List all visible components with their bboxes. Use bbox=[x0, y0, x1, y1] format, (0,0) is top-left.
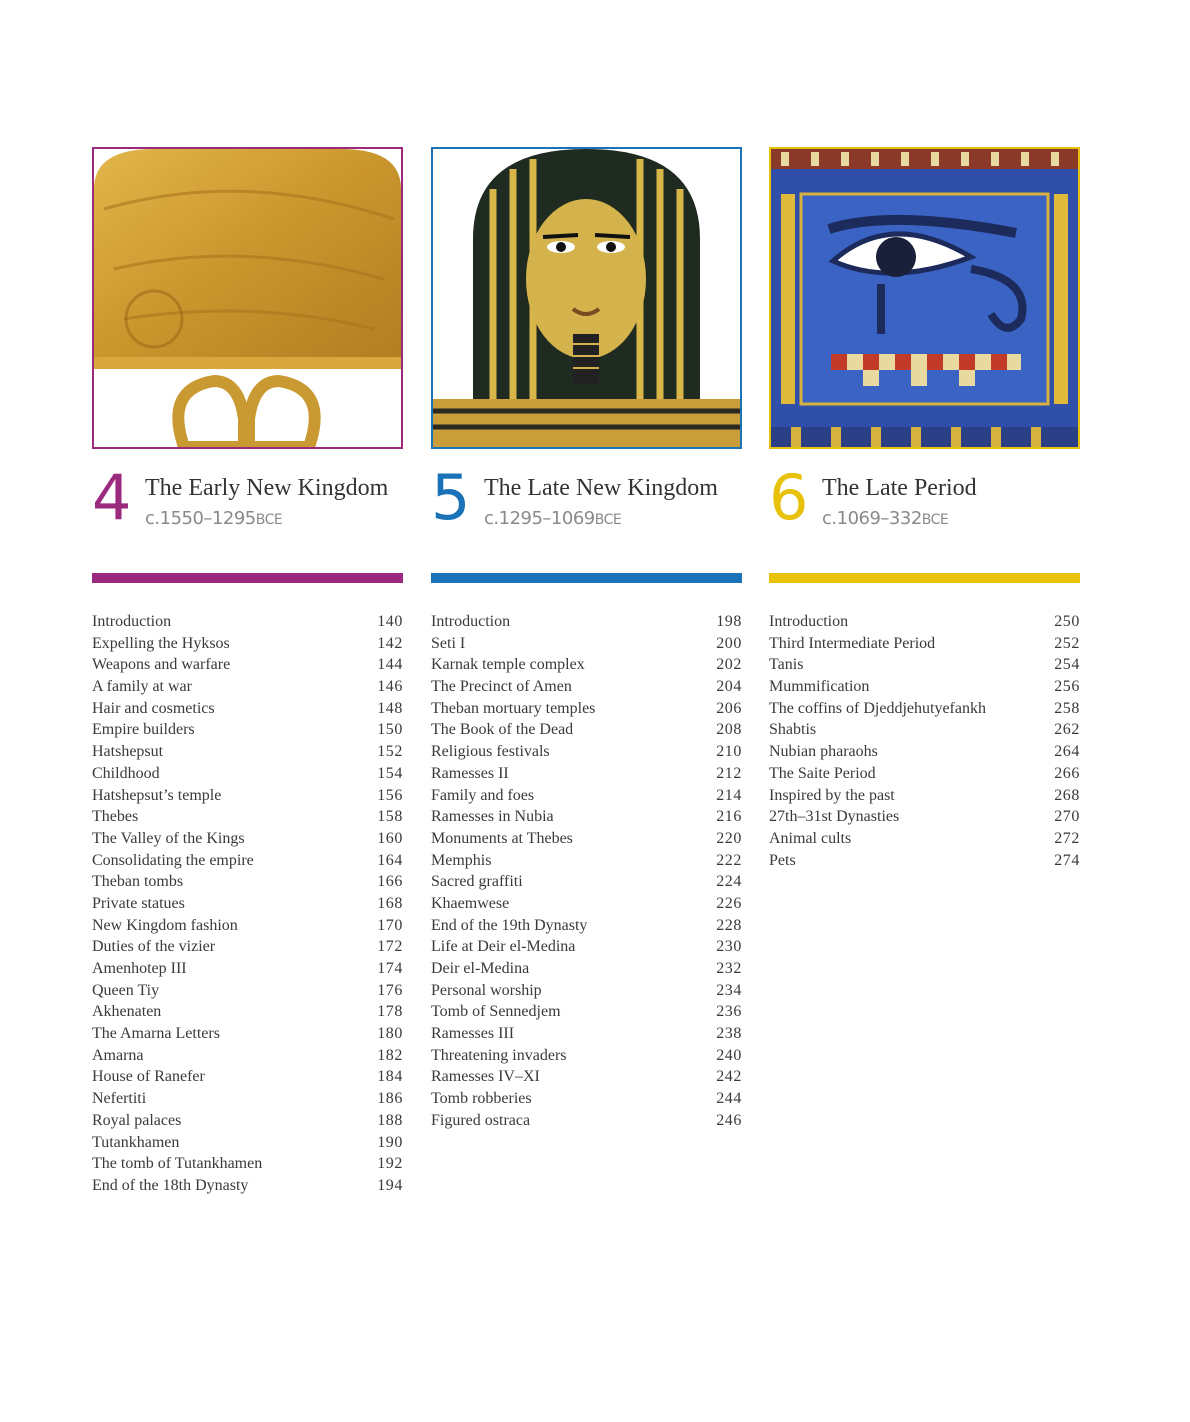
toc-entry-title: House of Ranefer bbox=[92, 1068, 205, 1086]
toc-entry-title: Figured ostraca bbox=[431, 1111, 531, 1129]
toc-entry-page: 244 bbox=[716, 1090, 742, 1108]
toc-entry[interactable] bbox=[92, 915, 403, 937]
toc-entry-title: End of the 19th Dynasty bbox=[431, 916, 588, 934]
toc-entry-title: Ramesses IV–XI bbox=[431, 1068, 540, 1086]
toc-entry[interactable] bbox=[431, 741, 742, 763]
toc-entry-title: Queen Tiy bbox=[92, 981, 160, 999]
toc-entry-page: 142 bbox=[377, 634, 403, 652]
toc-entry-page: 192 bbox=[377, 1155, 403, 1173]
toc-entry-page: 210 bbox=[716, 743, 742, 761]
toc-entry-title: Deir el-Medina bbox=[431, 960, 530, 977]
toc-entry-page: 186 bbox=[377, 1090, 403, 1108]
toc-entry-page: 206 bbox=[716, 699, 742, 717]
era-label: BCE bbox=[255, 512, 283, 528]
toc-entry-title: Seti I bbox=[431, 634, 466, 652]
toc-entry[interactable] bbox=[431, 633, 742, 655]
toc-entry[interactable] bbox=[431, 980, 742, 1002]
toc-entry-page: 168 bbox=[377, 894, 403, 912]
coffin-mask-image bbox=[431, 147, 742, 449]
toc-entry-title: A family at war bbox=[92, 678, 192, 696]
toc-entry[interactable] bbox=[92, 1001, 403, 1023]
toc-entry-title: Empire builders bbox=[92, 721, 195, 739]
toc-entry[interactable] bbox=[92, 806, 403, 828]
chapter-number: 5 bbox=[431, 461, 471, 534]
toc-entry-page: 160 bbox=[377, 829, 403, 847]
toc-entry-title: Introduction bbox=[769, 613, 849, 630]
toc-entry[interactable] bbox=[431, 676, 742, 698]
toc-entry-title: Hatshepsut bbox=[92, 743, 164, 761]
toc-entry-page: 174 bbox=[377, 960, 403, 977]
toc-entry-page: 166 bbox=[377, 873, 403, 891]
toc-entry[interactable] bbox=[769, 741, 1080, 763]
toc-entry-page: 154 bbox=[377, 764, 403, 782]
toc-entry-title: Introduction bbox=[92, 613, 172, 630]
toc-entry-page: 250 bbox=[1054, 613, 1080, 630]
toc-entry-title: Life at Deir el-Medina bbox=[431, 938, 576, 956]
toc-entry-title: Memphis bbox=[431, 851, 492, 869]
toc-entry-page: 214 bbox=[716, 786, 742, 804]
toc-entry-page: 144 bbox=[377, 656, 403, 674]
toc-entry-title: Hair and cosmetics bbox=[92, 699, 215, 717]
toc-entry-page: 228 bbox=[716, 916, 742, 934]
chapter-title: The Early New Kingdom bbox=[145, 475, 389, 501]
toc-entry-title: Weapons and warfare bbox=[92, 656, 231, 674]
toc-entry[interactable] bbox=[92, 828, 403, 850]
toc-entry[interactable] bbox=[92, 719, 403, 741]
toc-entry[interactable] bbox=[92, 611, 403, 633]
date-range: c.1550–1295 bbox=[145, 508, 256, 529]
toc-entry[interactable] bbox=[769, 763, 1080, 785]
toc-entry[interactable] bbox=[92, 980, 403, 1002]
toc-entry[interactable] bbox=[431, 698, 742, 720]
toc-entry-page: 140 bbox=[377, 613, 403, 630]
toc-entry-title: Royal palaces bbox=[92, 1111, 182, 1129]
toc-entry-title: Theban tombs bbox=[92, 873, 184, 891]
toc-entry-page: 252 bbox=[1054, 634, 1080, 652]
toc-entry-title: Personal worship bbox=[431, 981, 542, 999]
toc-entry[interactable] bbox=[769, 633, 1080, 655]
chapter-heading bbox=[769, 461, 1080, 539]
chapter-color-rule bbox=[92, 573, 403, 583]
toc-entry[interactable] bbox=[769, 828, 1080, 850]
toc-entry-title: Shabtis bbox=[769, 721, 817, 739]
toc-entry-title: Tutankhamen bbox=[92, 1133, 180, 1151]
toc-entry[interactable] bbox=[92, 1110, 403, 1132]
toc-entry-title: The coffins of Djeddjehutyefankh bbox=[769, 699, 986, 717]
toc-entry-title: Duties of the vizier bbox=[92, 938, 216, 956]
toc-entry-page: 222 bbox=[716, 851, 742, 869]
toc-entry[interactable] bbox=[92, 871, 403, 893]
toc-entry-page: 242 bbox=[716, 1068, 742, 1086]
toc-entry-page: 200 bbox=[716, 634, 742, 652]
toc-entry-page: 274 bbox=[1054, 851, 1080, 869]
toc-entry[interactable] bbox=[92, 633, 403, 655]
toc-entry-title: Third Intermediate Period bbox=[769, 634, 936, 652]
toc-entry-page: 246 bbox=[716, 1111, 742, 1129]
toc-entry-title: The Valley of the Kings bbox=[92, 829, 245, 847]
toc-entry-title: Tanis bbox=[769, 656, 804, 674]
toc-entry[interactable] bbox=[431, 1066, 742, 1088]
toc-entry-page: 254 bbox=[1054, 656, 1080, 674]
toc-entry-page: 198 bbox=[716, 613, 742, 630]
toc-entry-page: 208 bbox=[716, 721, 742, 739]
toc-entry-title: Amarna bbox=[92, 1046, 144, 1064]
toc-entry-page: 202 bbox=[716, 656, 742, 674]
chapter-color-rule bbox=[769, 573, 1080, 583]
toc-entry[interactable] bbox=[431, 806, 742, 828]
toc-entry[interactable] bbox=[92, 958, 403, 980]
toc-entry-title: Religious festivals bbox=[431, 743, 550, 761]
toc-entry-title: Karnak temple complex bbox=[431, 656, 585, 674]
toc-entry-page: 264 bbox=[1054, 743, 1080, 761]
toc-entry-title: Hatshepsut’s temple bbox=[92, 786, 222, 804]
toc-entry[interactable] bbox=[92, 1045, 403, 1067]
date-range: c.1295–1069 bbox=[484, 508, 595, 529]
toc-entry-page: 150 bbox=[377, 721, 403, 739]
toc-entry[interactable] bbox=[431, 1023, 742, 1045]
toc-entry[interactable] bbox=[92, 654, 403, 676]
toc-entry-page: 178 bbox=[377, 1003, 403, 1021]
toc-entry[interactable] bbox=[431, 1045, 742, 1067]
toc-entry-title: The Precinct of Amen bbox=[431, 678, 572, 696]
chapter-dates bbox=[484, 508, 621, 529]
toc-entry-title: Ramesses in Nubia bbox=[431, 808, 554, 826]
toc-entry-title: Khaemwese bbox=[431, 894, 510, 912]
toc-entry-page: 156 bbox=[377, 786, 403, 804]
toc-entry-page: 262 bbox=[1054, 721, 1080, 739]
toc-entry-page: 180 bbox=[377, 1025, 403, 1043]
toc-entry-page: 158 bbox=[377, 808, 403, 826]
toc-entry[interactable] bbox=[769, 719, 1080, 741]
toc-entry[interactable] bbox=[431, 958, 742, 980]
toc-entry[interactable] bbox=[431, 719, 742, 741]
toc-entry[interactable] bbox=[769, 611, 1080, 633]
toc-entry-page: 226 bbox=[716, 894, 742, 912]
toc-entry[interactable] bbox=[431, 654, 742, 676]
toc-entry-title: Nubian pharaohs bbox=[769, 743, 878, 761]
toc-entry-title: Threatening invaders bbox=[431, 1046, 567, 1064]
toc-entry[interactable] bbox=[431, 1088, 742, 1110]
toc-list bbox=[431, 611, 742, 1132]
toc-entry[interactable] bbox=[769, 806, 1080, 828]
toc-entry[interactable] bbox=[92, 1023, 403, 1045]
toc-entry[interactable] bbox=[92, 698, 403, 720]
toc-entry-page: 266 bbox=[1054, 764, 1080, 782]
toc-entry-title: Ramesses II bbox=[431, 764, 509, 782]
toc-entry-page: 270 bbox=[1054, 808, 1080, 826]
toc-entry-title: Animal cults bbox=[769, 829, 852, 847]
toc-entry[interactable] bbox=[431, 611, 742, 633]
toc-entry-title: End of the 18th Dynasty bbox=[92, 1176, 249, 1194]
toc-entry-page: 232 bbox=[716, 960, 742, 977]
toc-entry[interactable] bbox=[769, 654, 1080, 676]
toc-entry-title: The Book of the Dead bbox=[431, 721, 574, 739]
toc-entry-title: Monuments at Thebes bbox=[431, 829, 573, 847]
chapter-heading bbox=[92, 461, 403, 539]
toc-entry[interactable] bbox=[431, 785, 742, 807]
toc-entry-page: 256 bbox=[1054, 678, 1080, 696]
toc-entry[interactable] bbox=[92, 1132, 403, 1154]
toc-entry[interactable] bbox=[92, 785, 403, 807]
toc-entry-title: Thebes bbox=[92, 808, 139, 826]
toc-entry-title: The tomb of Tutankhamen bbox=[92, 1155, 263, 1173]
toc-entry-title: Private statues bbox=[92, 894, 185, 912]
toc-entry-page: 194 bbox=[377, 1176, 403, 1194]
toc-entry-page: 238 bbox=[716, 1025, 742, 1043]
toc-entry-page: 258 bbox=[1054, 699, 1080, 717]
toc-entry-title: Expelling the Hyksos bbox=[92, 634, 230, 652]
toc-entry-page: 152 bbox=[377, 743, 403, 761]
toc-entry[interactable] bbox=[769, 676, 1080, 698]
toc-entry[interactable] bbox=[92, 1066, 403, 1088]
toc-entry[interactable] bbox=[431, 1001, 742, 1023]
toc-entry-title: Consolidating the empire bbox=[92, 851, 254, 869]
era-label: BCE bbox=[594, 512, 622, 528]
toc-entry[interactable] bbox=[769, 785, 1080, 807]
toc-entry[interactable] bbox=[92, 763, 403, 785]
toc-entry-page: 220 bbox=[716, 829, 742, 847]
toc-entry-title: Sacred graffiti bbox=[431, 873, 523, 891]
toc-entry[interactable] bbox=[431, 915, 742, 937]
toc-entry-page: 184 bbox=[377, 1068, 403, 1086]
toc-entry-page: 224 bbox=[716, 873, 742, 891]
toc-entry-title: Family and foes bbox=[431, 786, 535, 804]
toc-entry-page: 148 bbox=[377, 699, 403, 717]
toc-entry-title: Pets bbox=[769, 851, 796, 869]
toc-entry[interactable] bbox=[431, 828, 742, 850]
toc-entry-page: 188 bbox=[377, 1111, 403, 1129]
chapter-number: 6 bbox=[769, 461, 809, 534]
era-label: BCE bbox=[921, 512, 949, 528]
toc-entry[interactable] bbox=[92, 936, 403, 958]
toc-entry-title: Ramesses III bbox=[431, 1025, 515, 1043]
toc-entry-title: The Amarna Letters bbox=[92, 1025, 220, 1043]
toc-entry-title: Childhood bbox=[92, 764, 160, 782]
toc-entry-title: Tomb of Sennedjem bbox=[431, 1003, 561, 1021]
chapter-title: The Late New Kingdom bbox=[484, 475, 718, 501]
chapter-heading bbox=[431, 461, 742, 539]
toc-entry[interactable] bbox=[92, 1153, 403, 1175]
toc-entry-page: 172 bbox=[377, 938, 403, 956]
toc-entry-title: Mummification bbox=[769, 678, 870, 696]
toc-entry-title: Inspired by the past bbox=[769, 786, 895, 804]
gold-fan-relief-image bbox=[92, 147, 403, 449]
toc-entry-title: Amenhotep III bbox=[92, 960, 187, 977]
toc-entry-title: Akhenaten bbox=[92, 1003, 162, 1021]
toc-entry-page: 176 bbox=[377, 981, 403, 999]
toc-entry-title: 27th–31st Dynasties bbox=[769, 808, 900, 826]
toc-entry[interactable] bbox=[92, 893, 403, 915]
toc-entry-page: 240 bbox=[716, 1046, 742, 1064]
toc-entry-title: The Saite Period bbox=[769, 764, 876, 782]
toc-entry-page: 164 bbox=[377, 851, 403, 869]
chapter-dates bbox=[822, 508, 948, 529]
toc-entry[interactable] bbox=[769, 698, 1080, 720]
toc-entry-title: Introduction bbox=[431, 613, 511, 630]
toc-entry[interactable] bbox=[431, 1110, 742, 1132]
toc-entry[interactable] bbox=[92, 676, 403, 698]
toc-entry-title: Tomb robberies bbox=[431, 1090, 532, 1108]
chapter-number: 4 bbox=[92, 461, 132, 534]
toc-entry-page: 236 bbox=[716, 1003, 742, 1021]
toc-entry[interactable] bbox=[769, 850, 1080, 872]
toc-entry-page: 204 bbox=[716, 678, 742, 696]
date-range: c.1069–332 bbox=[822, 508, 922, 529]
eye-of-horus-image bbox=[769, 147, 1080, 449]
toc-entry-page: 146 bbox=[377, 678, 403, 696]
toc-entry-page: 212 bbox=[716, 764, 742, 782]
toc-entry[interactable] bbox=[431, 850, 742, 872]
chapter-title: The Late Period bbox=[822, 475, 977, 501]
toc-entry[interactable] bbox=[431, 871, 742, 893]
toc-entry-page: 234 bbox=[716, 981, 742, 999]
chapter-column-5 bbox=[431, 147, 742, 1129]
toc-entry-title: Theban mortuary temples bbox=[431, 699, 596, 717]
chapter-column-4 bbox=[92, 147, 403, 1194]
toc-list bbox=[769, 611, 1080, 871]
chapter-color-rule bbox=[431, 573, 742, 583]
toc-entry-page: 190 bbox=[377, 1133, 403, 1151]
toc-entry-page: 268 bbox=[1054, 786, 1080, 804]
toc-entry[interactable] bbox=[92, 850, 403, 872]
chapter-column-6 bbox=[769, 147, 1080, 869]
toc-entry[interactable] bbox=[431, 936, 742, 958]
toc-entry[interactable] bbox=[92, 1088, 403, 1110]
toc-entry-page: 170 bbox=[377, 916, 403, 934]
chapter-dates bbox=[145, 508, 282, 529]
toc-entry-title: New Kingdom fashion bbox=[92, 916, 238, 934]
toc-entry-page: 230 bbox=[716, 938, 742, 956]
toc-entry[interactable] bbox=[431, 763, 742, 785]
toc-entry-page: 182 bbox=[377, 1046, 403, 1064]
toc-entry-title: Nefertiti bbox=[92, 1090, 147, 1108]
toc-entry[interactable] bbox=[92, 1175, 403, 1197]
toc-entry[interactable] bbox=[92, 741, 403, 763]
toc-entry-page: 272 bbox=[1054, 829, 1080, 847]
toc-entry[interactable] bbox=[431, 893, 742, 915]
toc-entry-page: 216 bbox=[716, 808, 742, 826]
toc-list bbox=[92, 611, 403, 1197]
